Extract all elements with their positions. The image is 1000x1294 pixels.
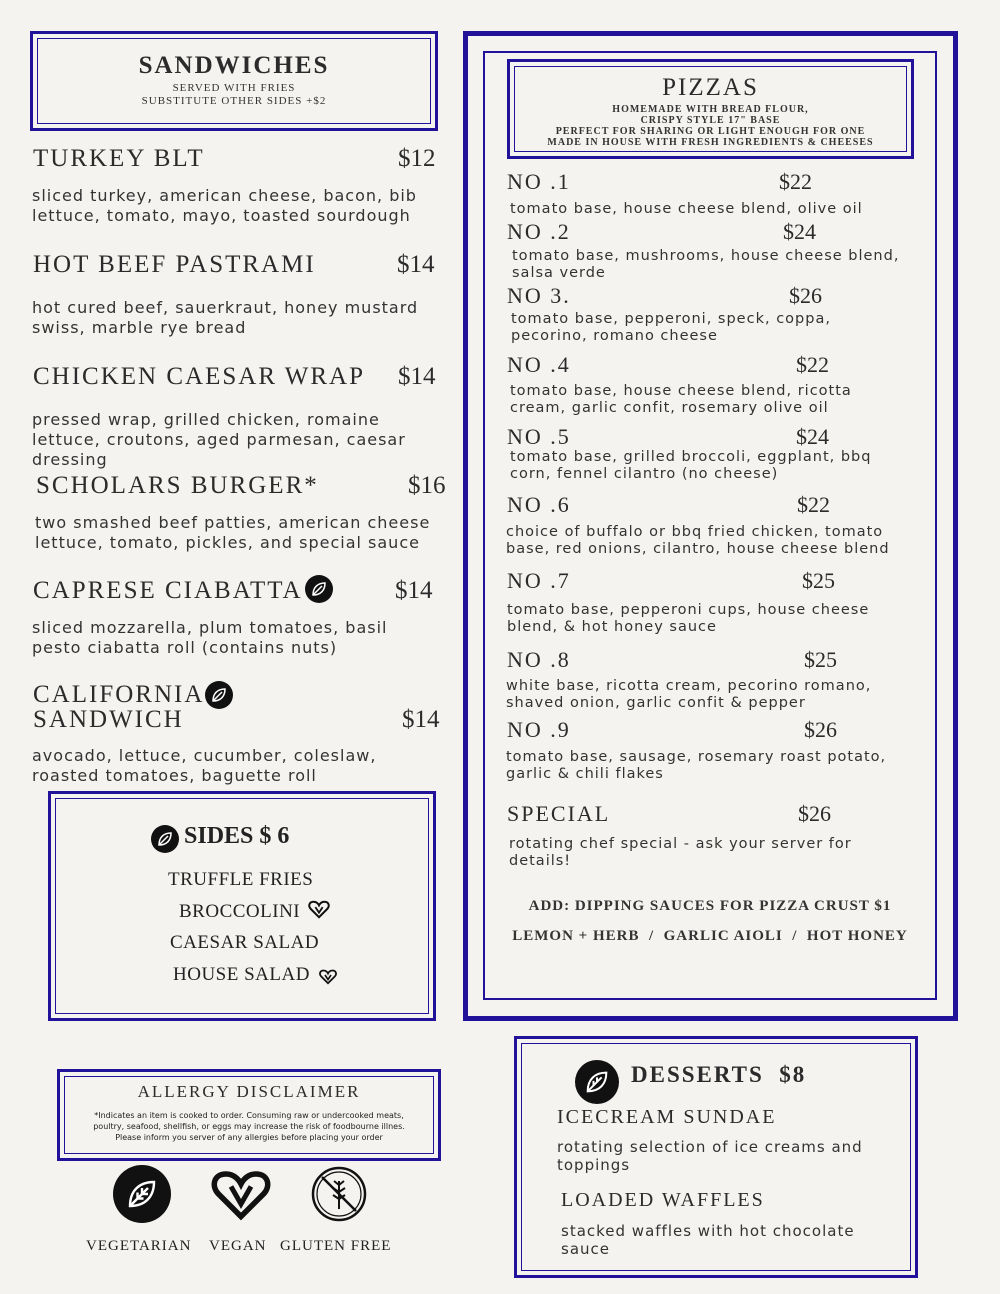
pizzas-subtitle: MADE IN HOUSE WITH FRESH INGREDIENTS & CHEESES <box>547 137 874 148</box>
side-item: TRUFFLE FRIES <box>168 869 314 890</box>
sandwich-name-line1: CALIFORNIA <box>33 681 205 708</box>
pizza-desc: tomato base, sausage, rosemary roast potato, garlic & chili flakes <box>506 749 887 782</box>
pizza-price: $25 <box>804 647 837 672</box>
pizza-name: NO .7 <box>507 568 571 593</box>
dessert-name: ICECREAM SUNDAE <box>557 1106 777 1128</box>
leaf-icon <box>151 825 179 853</box>
sandwich-name-line2: SANDWICH <box>33 706 184 733</box>
sandwich-name: CAPRESE CIABATTA <box>33 577 303 604</box>
leaf-icon <box>305 575 333 603</box>
pizza-price: $24 <box>796 424 829 449</box>
sides-title: SIDES $ 6 <box>184 823 290 849</box>
sandwich-name: TURKEY BLT <box>33 145 205 172</box>
dessert-desc: stacked waffles with hot chocolate sauce <box>561 1222 855 1258</box>
sandwich-desc: two smashed beef patties, american cheese lettuce, tomato, pickles, and special sauce <box>35 513 431 552</box>
pizza-desc: tomato base, house cheese blend, olive oil <box>510 201 863 217</box>
pizza-desc: tomato base, pepperoni, speck, coppa, pecorino, romano cheese <box>511 311 831 344</box>
sandwich-name: SCHOLARS BURGER* <box>36 472 319 499</box>
sandwiches-subtitle-2: SUBSTITUTE OTHER SIDES +$2 <box>141 95 327 107</box>
pizza-desc: rotating chef special - ask your server for details! <box>509 836 852 869</box>
pizzas-title: PIZZAS <box>662 74 759 101</box>
pizza-desc: tomato base, mushrooms, house cheese blend, salsa verde <box>512 248 900 281</box>
legend-gluten-free: GLUTEN FREE <box>280 1238 392 1254</box>
pizza-desc: white base, ricotta cream, pecorino romano, shaved onion, garlic confit & pepper <box>506 678 872 711</box>
pizza-name: NO .6 <box>507 492 571 517</box>
pizzas-subtitle: CRISPY STYLE 17" BASE <box>640 115 781 126</box>
leaf-icon <box>113 1165 171 1223</box>
pizza-desc: tomato base, house cheese blend, ricotta cream, garlic confit, rosemary olive oil <box>510 383 852 416</box>
pizza-name: SPECIAL <box>507 801 611 826</box>
pizza-price: $26 <box>804 717 837 742</box>
sandwich-price: $16 <box>408 472 446 499</box>
leaf-icon <box>575 1060 619 1104</box>
pizza-desc: tomato base, pepperoni cups, house cheese blend, & hot honey sauce <box>507 602 870 635</box>
pizza-price: $22 <box>779 169 812 194</box>
pizzas-header <box>507 59 914 159</box>
pizza-price: $26 <box>798 801 831 826</box>
sandwich-desc: hot cured beef, sauerkraut, honey mustard swiss, marble rye bread <box>32 298 419 337</box>
dipping-sauces-heading: ADD: DIPPING SAUCES FOR PIZZA CRUST $1 <box>528 898 892 914</box>
pizza-name: NO .1 <box>507 169 571 194</box>
pizza-desc: choice of buffalo or bbq fried chicken, tomato base, red onions, cilantro, house cheese blend <box>506 524 890 557</box>
side-item: CAESAR SALAD <box>170 932 320 953</box>
pizza-name: NO .5 <box>507 424 571 449</box>
heart-v-icon <box>308 899 330 919</box>
pizza-name: NO .8 <box>507 647 571 672</box>
legend-vegan: VEGAN <box>209 1238 267 1254</box>
sandwiches-title: SANDWICHES <box>138 52 330 79</box>
heart-v-icon <box>211 1166 271 1222</box>
pizza-price: $26 <box>789 283 822 308</box>
legend-vegetarian: VEGETARIAN <box>86 1238 192 1254</box>
heart-v-icon <box>319 968 337 985</box>
desserts-title: DESSERTS $8 <box>631 1062 807 1087</box>
sandwich-desc: sliced turkey, american cheese, bacon, bib lettuce, tomato, mayo, toasted sourdough <box>32 186 417 225</box>
pizza-desc: tomato base, grilled broccoli, eggplant, bbq corn, fennel cilantro (no cheese) <box>510 449 872 482</box>
side-item: HOUSE SALAD <box>173 964 310 985</box>
pizza-price: $24 <box>783 219 816 244</box>
sandwich-price: $14 <box>395 577 433 604</box>
dipping-sauces-list: LEMON + HERB / GARLIC AIOLI / HOT HONEY <box>512 928 908 944</box>
leaf-icon <box>205 681 233 709</box>
dessert-desc: rotating selection of ice creams and toppings <box>557 1138 863 1174</box>
sandwich-price: $14 <box>398 363 436 390</box>
allergy-text-3: Please inform you server of any allergies before placing your order <box>115 1133 383 1142</box>
sandwiches-subtitle-1: SERVED WITH FRIES <box>172 82 296 94</box>
pizza-name: NO .2 <box>507 219 571 244</box>
sandwich-name: HOT BEEF PASTRAMI <box>33 251 316 278</box>
wheat-crossed-icon <box>310 1165 368 1223</box>
sandwich-desc: sliced mozzarella, plum tomatoes, basil pesto ciabatta roll (contains nuts) <box>32 618 388 657</box>
pizza-name: NO .9 <box>507 717 571 742</box>
side-item: BROCCOLINI <box>179 901 301 922</box>
pizzas-subtitle: HOMEMADE WITH BREAD FLOUR, <box>612 104 809 115</box>
allergy-text-1: *Indicates an item is cooked to order. Consuming raw or undercooked meats, <box>94 1111 404 1120</box>
sandwich-desc: avocado, lettuce, cucumber, coleslaw, roasted tomatoes, baguette roll <box>32 746 377 785</box>
allergy-box <box>57 1069 441 1161</box>
sandwich-price: $14 <box>402 706 440 733</box>
allergy-text-2: poultry, seafood, shellfish, or eggs may increase the risk of foodbourne illnes. <box>93 1122 405 1131</box>
pizza-name: NO 3. <box>507 283 571 308</box>
sandwich-name: CHICKEN CAESAR WRAP <box>33 363 366 390</box>
sandwich-price: $12 <box>398 145 436 172</box>
sandwiches-header <box>30 31 438 131</box>
pizza-price: $22 <box>796 352 829 377</box>
pizza-price: $25 <box>802 568 835 593</box>
pizzas-subtitle: PERFECT FOR SHARING OR LIGHT ENOUGH FOR ONE <box>555 126 866 137</box>
sandwich-desc: pressed wrap, grilled chicken, romaine lettuce, croutons, aged parmesan, caesar dressing <box>32 410 406 469</box>
pizza-name: NO .4 <box>507 352 571 377</box>
allergy-title: ALLERGY DISCLAIMER <box>137 1082 361 1101</box>
dessert-name: LOADED WAFFLES <box>561 1189 765 1211</box>
pizza-price: $22 <box>797 492 830 517</box>
sandwich-price: $14 <box>397 251 435 278</box>
